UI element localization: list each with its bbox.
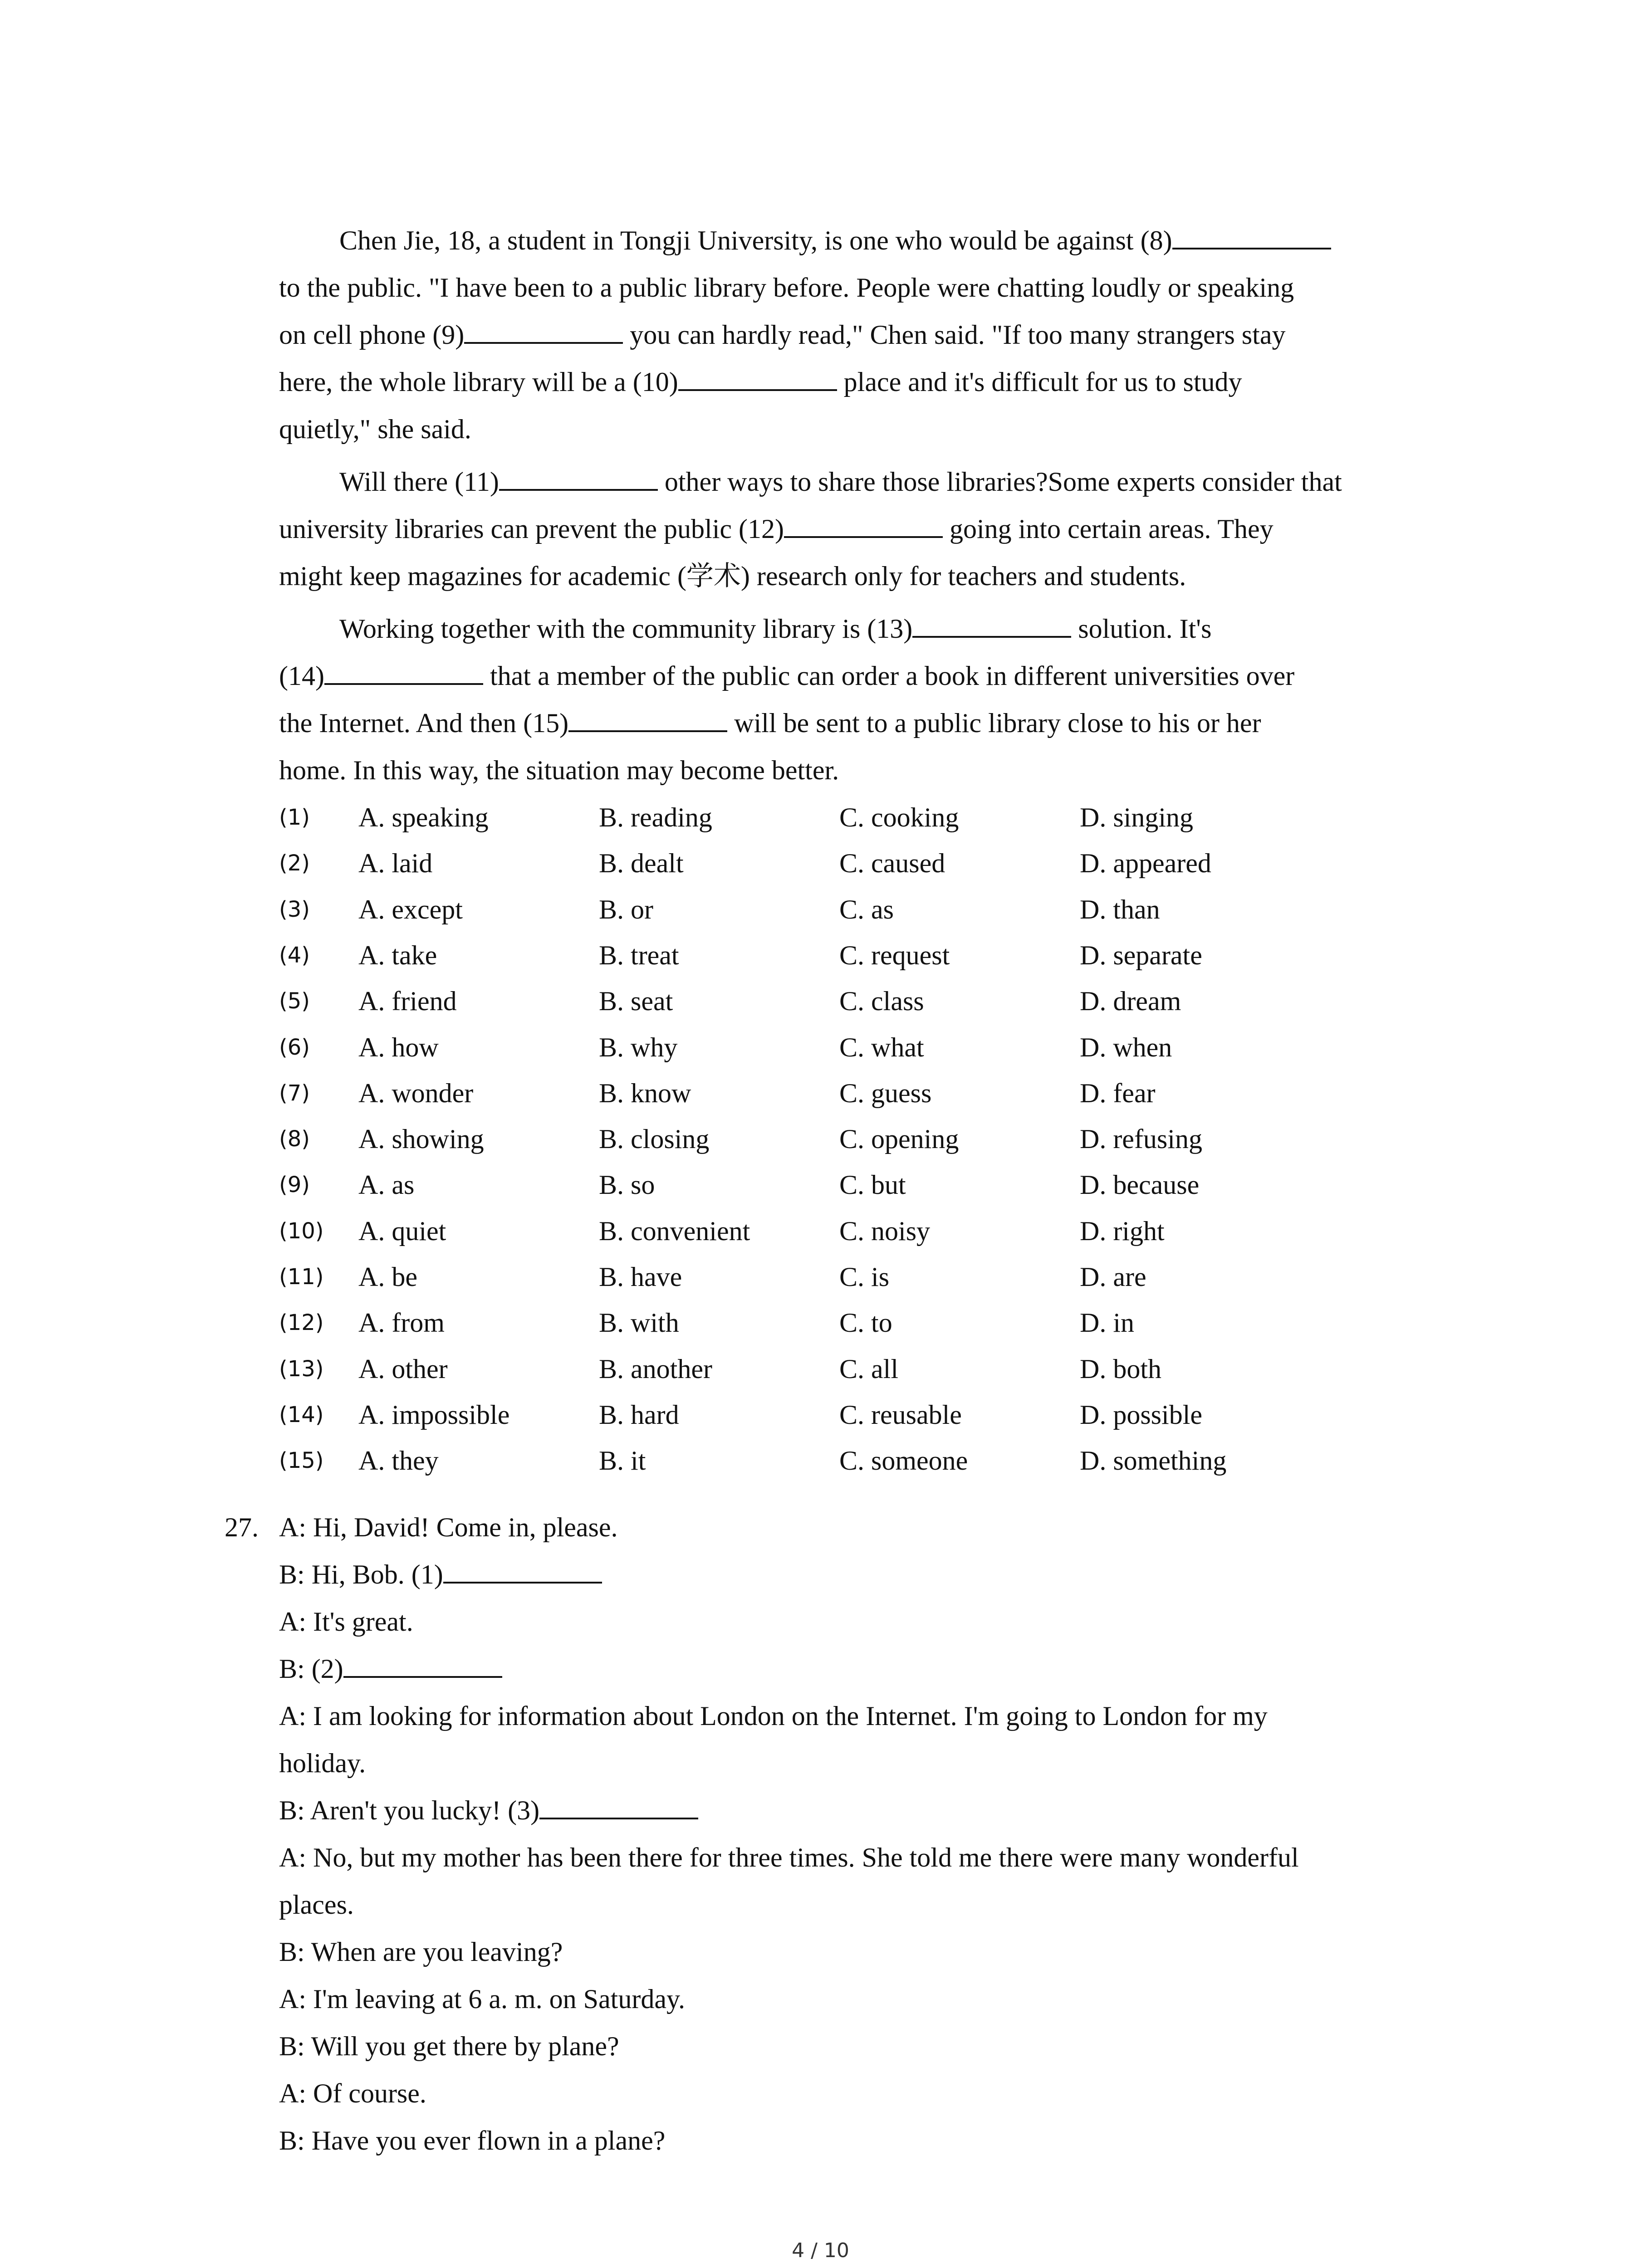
option-b[interactable]: B. convenient: [599, 1216, 750, 1246]
option-b[interactable]: B. seat: [599, 986, 673, 1016]
page-number: 4 / 10: [792, 2239, 849, 2262]
text: that a member of the public can order a book in different universities over: [483, 661, 1295, 691]
blank-12[interactable]: [784, 506, 943, 538]
dialog-line-9: places.: [279, 1890, 354, 1920]
option-c[interactable]: C. request: [839, 940, 950, 970]
option-c[interactable]: C. is: [839, 1262, 890, 1292]
text: B: (2): [279, 1654, 343, 1684]
text: B: Aren't you lucky! (3): [279, 1795, 540, 1825]
option-number: (2): [279, 850, 310, 876]
option-c[interactable]: C. to: [839, 1308, 892, 1338]
dialog-line-14: B: Have you ever flown in a plane?: [279, 2126, 666, 2156]
option-number: (3): [279, 897, 310, 922]
option-d[interactable]: D. dream: [1080, 986, 1181, 1016]
option-c[interactable]: C. caused: [839, 848, 945, 878]
text: university libraries can prevent the public (12): [279, 514, 784, 544]
option-b[interactable]: B. dealt: [599, 848, 684, 878]
option-a[interactable]: A. other: [358, 1354, 448, 1384]
p1-line-3: [279, 311, 1285, 358]
p3-line-2: [279, 652, 1294, 699]
option-d[interactable]: D. both: [1080, 1354, 1161, 1384]
option-c[interactable]: C. reusable: [839, 1400, 962, 1430]
option-d[interactable]: D. are: [1080, 1262, 1146, 1292]
option-d[interactable]: D. possible: [1080, 1400, 1202, 1430]
p3-line-4: home. In this way, the situation may become better.: [279, 755, 839, 785]
option-c[interactable]: C. class: [839, 986, 924, 1016]
option-a[interactable]: A. friend: [358, 986, 457, 1016]
option-number: (9): [279, 1172, 310, 1198]
option-b[interactable]: B. closing: [599, 1124, 710, 1154]
text: the Internet. And then (15): [279, 708, 569, 738]
text: you can hardly read," Chen said. "If too many strangers stay: [623, 320, 1286, 350]
blank-q27-1[interactable]: [443, 1552, 602, 1584]
option-b[interactable]: B. treat: [599, 940, 679, 970]
option-a[interactable]: A. they: [358, 1446, 439, 1476]
text: (14): [279, 661, 324, 691]
option-number: (5): [279, 988, 310, 1014]
dialog-line-11: A: I'm leaving at 6 a. m. on Saturday.: [279, 1984, 686, 2014]
dialog-line-5: A: I am looking for information about London on the Internet. I'm going to London for my: [279, 1701, 1268, 1731]
option-a[interactable]: A. take: [358, 940, 437, 970]
text: B: Hi, Bob. (1): [279, 1559, 443, 1589]
option-c[interactable]: C. as: [839, 894, 894, 924]
p1-line-1: [339, 217, 1331, 264]
dialog-line-8: A: No, but my mother has been there for three times. She told me there were many wonderful: [279, 1843, 1299, 1872]
option-c[interactable]: C. noisy: [839, 1216, 931, 1246]
option-c[interactable]: C. cooking: [839, 802, 959, 832]
text: on cell phone (9): [279, 320, 465, 350]
question-number: 27.: [225, 1512, 259, 1542]
option-c[interactable]: C. but: [839, 1170, 906, 1200]
option-number: (15): [279, 1448, 324, 1473]
option-number: (12): [279, 1310, 324, 1335]
option-b[interactable]: B. why: [599, 1032, 678, 1062]
option-d[interactable]: D. something: [1080, 1446, 1227, 1476]
blank-q27-2[interactable]: [343, 1646, 502, 1678]
dialog-line-7: [279, 1787, 698, 1834]
text: Working together with the community library is (13): [339, 614, 913, 644]
p2-line-3: might keep magazines for academic (学术) research only for teachers and students.: [279, 561, 1186, 591]
dialog-line-12: B: Will you get there by plane?: [279, 2031, 619, 2061]
text: other ways to share those libraries?Some experts consider that: [657, 467, 1342, 497]
option-d[interactable]: D. refusing: [1080, 1124, 1202, 1154]
option-number: (8): [279, 1126, 310, 1152]
p3-line-3: [279, 699, 1261, 747]
text: solution. It's: [1071, 614, 1212, 644]
option-number: (10): [279, 1218, 324, 1244]
option-a[interactable]: A. laid: [358, 848, 433, 878]
option-d[interactable]: D. because: [1080, 1170, 1200, 1200]
option-a[interactable]: A. except: [358, 894, 463, 924]
option-c[interactable]: C. what: [839, 1032, 924, 1062]
p2-line-2: [279, 505, 1274, 552]
option-a[interactable]: A. impossible: [358, 1400, 510, 1430]
option-d[interactable]: D. in: [1080, 1308, 1134, 1338]
option-b[interactable]: B. it: [599, 1446, 646, 1476]
option-b[interactable]: B. know: [599, 1078, 691, 1108]
option-a[interactable]: A. how: [358, 1032, 439, 1062]
p1-line-5: quietly," she said.: [279, 414, 471, 444]
option-a[interactable]: A. wonder: [358, 1078, 474, 1108]
dialog-line-2: [279, 1551, 602, 1598]
option-a[interactable]: A. from: [358, 1308, 445, 1338]
option-d[interactable]: D. appeared: [1080, 848, 1211, 878]
blank-14[interactable]: [324, 653, 483, 685]
dialog-line-1: A: Hi, David! Come in, please.: [279, 1512, 618, 1542]
option-c[interactable]: C. someone: [839, 1446, 968, 1476]
blank-9[interactable]: [464, 312, 623, 344]
option-b[interactable]: B. or: [599, 894, 653, 924]
option-a[interactable]: A. speaking: [358, 802, 489, 832]
option-d[interactable]: D. fear: [1080, 1078, 1156, 1108]
option-b[interactable]: B. with: [599, 1308, 679, 1338]
text: Will there (11): [339, 467, 499, 497]
option-d[interactable]: D. singing: [1080, 802, 1194, 832]
text: Chen Jie, 18, a student in Tongji University, is one who would be against (8): [339, 225, 1172, 255]
blank-q27-3[interactable]: [539, 1788, 698, 1819]
dialog-line-3: A: It's great.: [279, 1607, 413, 1637]
option-number: (6): [279, 1035, 310, 1060]
option-a[interactable]: A. quiet: [358, 1216, 446, 1246]
p1-line-4: [279, 358, 1242, 406]
option-d[interactable]: D. when: [1080, 1032, 1172, 1062]
option-b[interactable]: B. another: [599, 1354, 712, 1384]
option-number: (4): [279, 943, 310, 968]
option-c[interactable]: C. all: [839, 1354, 898, 1384]
text: going into certain areas. They: [942, 514, 1274, 544]
option-a[interactable]: A. as: [358, 1170, 415, 1200]
dialog-line-6: holiday.: [279, 1748, 366, 1778]
option-number: (14): [279, 1402, 324, 1427]
option-a[interactable]: A. be: [358, 1262, 417, 1292]
option-a[interactable]: A. showing: [358, 1124, 484, 1154]
p1-line-2: to the public. "I have been to a public library before. People were chatting loudly or speaking: [279, 273, 1294, 303]
dialog-line-4: [279, 1645, 502, 1692]
option-d[interactable]: D. than: [1080, 894, 1160, 924]
option-c[interactable]: C. opening: [839, 1124, 959, 1154]
text: here, the whole library will be a (10): [279, 367, 678, 397]
option-b[interactable]: B. have: [599, 1262, 682, 1292]
p3-line-1: [339, 605, 1211, 652]
blank-13[interactable]: [912, 606, 1071, 638]
option-d[interactable]: D. separate: [1080, 940, 1202, 970]
option-d[interactable]: D. right: [1080, 1216, 1165, 1246]
blank-11[interactable]: [499, 459, 658, 491]
blank-10[interactable]: [678, 359, 837, 391]
blank-8[interactable]: [1172, 218, 1331, 249]
option-number: (11): [279, 1264, 324, 1290]
text: will be sent to a public library close to his or her: [727, 708, 1261, 738]
blank-15[interactable]: [568, 700, 727, 732]
dialog-line-13: A: Of course.: [279, 2078, 426, 2108]
option-b[interactable]: B. hard: [599, 1400, 679, 1430]
option-number: (7): [279, 1080, 310, 1106]
option-b[interactable]: B. reading: [599, 802, 712, 832]
option-number: (13): [279, 1356, 324, 1382]
option-c[interactable]: C. guess: [839, 1078, 932, 1108]
dialog-line-10: B: When are you leaving?: [279, 1937, 563, 1967]
text: place and it's difficult for us to study: [837, 367, 1242, 397]
option-number: (1): [279, 805, 310, 830]
p2-line-1: [339, 458, 1342, 505]
option-b[interactable]: B. so: [599, 1170, 655, 1200]
